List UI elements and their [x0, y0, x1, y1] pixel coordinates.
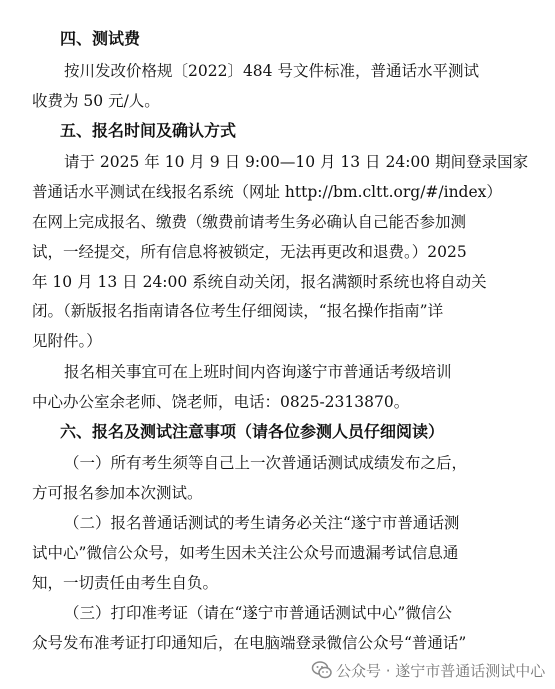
paragraph-line: 普通话水平测试在线报名系统（网址 http://bm.cltt.org/#/index） [32, 183, 502, 201]
paragraph-line: 在网上完成报名、缴费（缴费前请考生务必确认自己能否参加测 [32, 213, 467, 231]
section-heading-notes: 六、报名及测试注意事项（请各位参测人员仔细阅读） [60, 422, 445, 441]
paragraph-line: 试，一经提交，所有信息将被锁定，无法再更改和退费。）2025 [32, 243, 467, 261]
paragraph-line: （二）报名普通话测试的考生请务必关注“遂宁市普通话测 [64, 514, 460, 532]
paragraph-line: 知，一切责任由考生自负。 [32, 574, 219, 592]
paragraph-line: 试中心”微信公众号，如考生因未关注公众号而遗漏考试信息通 [32, 544, 459, 562]
paragraph-line: 众号发布准考证打印通知后，在电脑端登录微信公众号“普通话” [32, 634, 467, 652]
wechat-icon [311, 659, 333, 681]
paragraph-line: 闭。（新版报名指南请各位考生仔细阅读，“报名操作指南”详 [32, 302, 444, 320]
paragraph-line: 请于 2025 年 10 月 9 日 9:00—10 月 13 日 24:00 期间登录国家 [64, 153, 529, 171]
paragraph-line: （三）打印准考证（请在“遂宁市普通话测试中心”微信公 [64, 604, 452, 622]
paragraph-line: 年 10 月 13 日 24:00 系统自动关闭，报名满额时系统也将自动关 [32, 273, 487, 291]
wechat-watermark [0, 658, 555, 684]
paragraph-line: （一）所有考生须等自己上一次普通话测试成绩发布之后， [64, 454, 468, 472]
paragraph-line: 报名相关事宜可在上班时间内咨询遂宁市普通话考级培训 [64, 363, 452, 381]
paragraph-line: 方可报名参加本次测试。 [32, 484, 203, 502]
paragraph-line: 收费为 50 元/人。 [32, 92, 160, 110]
section-heading-fee: 四、测试费 [60, 29, 141, 48]
paragraph-line: 见附件。） [32, 332, 102, 350]
paragraph-line: 按川发改价格规〔2022〕484 号文件标准，普通话水平测试 [64, 62, 479, 80]
paragraph-line: 中心办公室余老师、饶老师，电话：0825-2313870。 [32, 393, 410, 411]
watermark-text: 公众号 · 遂宁市普通话测试中心 [336, 662, 546, 680]
section-heading-registration-time: 五、报名时间及确认方式 [60, 121, 237, 140]
